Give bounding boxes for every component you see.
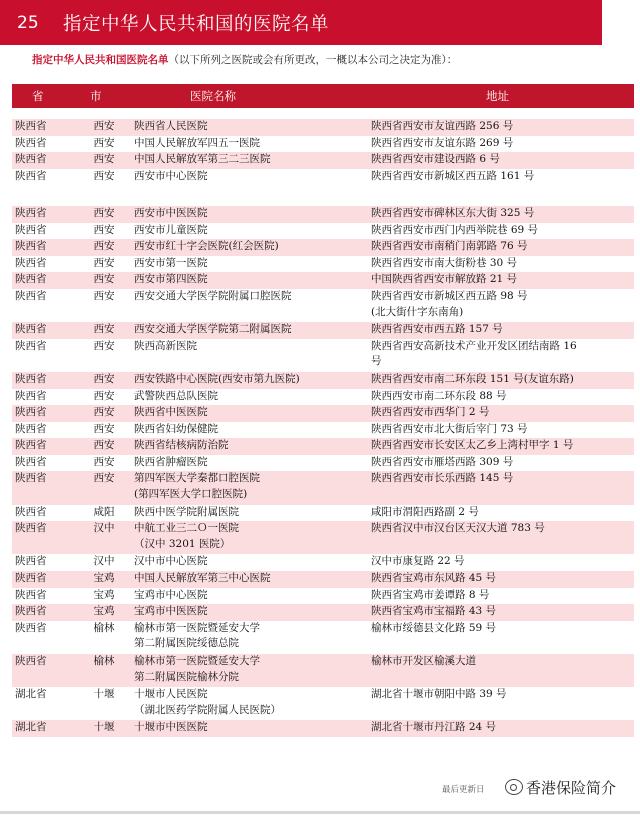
hospital-name-line: 中国人民解放军四五一医院	[134, 136, 260, 149]
address-line: 湖北省十堰市朝阳中路 39 号	[371, 688, 507, 701]
address-line: 陕西省西安市新城区西五路 161 号	[371, 169, 535, 182]
table-row	[12, 505, 634, 522]
hospital-name-line: 陕西省结核病防治院	[134, 439, 229, 452]
hospital-name-line: 十堰市人民医院	[134, 688, 208, 701]
table-row	[12, 621, 634, 654]
cell-province: 陕西省	[15, 372, 47, 385]
cell-city: 西安	[93, 256, 115, 269]
hospital-table	[12, 119, 634, 737]
cell-hospital	[134, 405, 208, 421]
cell-province: 陕西省	[15, 169, 47, 182]
table-row	[12, 256, 634, 273]
address-line: (北大街什字东南角)	[371, 305, 464, 318]
cell-province: 湖北省	[15, 721, 47, 734]
cell-hospital	[134, 256, 208, 272]
cell-address	[371, 272, 517, 288]
cell-city: 西安	[93, 240, 115, 253]
cell-city: 西安	[93, 372, 115, 385]
cell-city: 榆林	[93, 621, 115, 634]
hospital-name-line: 中航工业三二Ｏ一医院	[134, 522, 239, 535]
cell-province: 陕西省	[15, 389, 47, 402]
hospital-name-line: 榆林市第一医院暨延安大学	[134, 621, 260, 634]
address-line: 陕西省西安市友谊东路 269 号	[371, 136, 514, 149]
cell-address	[371, 588, 489, 604]
cell-city: 西安	[93, 206, 115, 219]
cell-address	[371, 339, 577, 370]
cell-hospital	[134, 119, 208, 135]
table-row	[12, 322, 634, 339]
table-row	[12, 119, 634, 136]
section-title: 指定中华人民共和国的医院名单	[63, 13, 330, 35]
intro-note: （以下所列之医院或会有所更改，一概以本公司之决定为准）：	[168, 54, 458, 66]
last-updated-label: 最后更新日	[442, 785, 485, 795]
cell-address	[371, 152, 500, 168]
cell-city: 西安	[93, 455, 115, 468]
address-line: 陕西省西安高新技术产业开发区团结南路 16	[371, 339, 577, 352]
address-line: 榆林市开发区榆溪大道	[371, 655, 476, 667]
hospital-name-line: （湖北医药学院附属人民医院）	[134, 703, 281, 716]
column-header-city: 市	[90, 89, 102, 103]
table-row	[12, 239, 634, 256]
cell-province: 陕西省	[15, 223, 47, 236]
column-header-province: 省	[32, 89, 44, 103]
hospital-name-line: 中国人民解放军第三二三医院	[134, 153, 271, 166]
table-row	[12, 438, 634, 455]
section-number: 25	[17, 12, 39, 33]
hospital-name-line: 西安交通大学医学院附属口腔医院	[134, 289, 292, 302]
address-line: 陕西省西安市碑林区东大街 325 号	[371, 206, 535, 219]
cell-hospital	[134, 471, 260, 502]
cell-province: 陕西省	[15, 439, 47, 452]
cell-city: 西安	[93, 289, 115, 302]
cell-hospital	[134, 521, 239, 552]
cell-hospital	[134, 389, 218, 405]
cell-address	[371, 521, 545, 537]
address-line: 号	[371, 355, 382, 368]
cell-address	[371, 455, 513, 471]
cell-province: 陕西省	[15, 605, 47, 618]
cell-hospital	[134, 588, 208, 604]
cell-hospital	[134, 289, 292, 305]
cell-address	[371, 604, 496, 620]
cell-city: 汉中	[93, 522, 115, 535]
address-line: 陕西省西安市长乐西路 145 号	[371, 472, 514, 485]
table-row	[12, 654, 634, 687]
address-line: 陕西省西安市西门内西举院巷 69 号	[371, 223, 539, 236]
hospital-name-line: 陕西中医学院附属医院	[134, 505, 239, 518]
table-row	[12, 206, 634, 223]
address-line: 陕西省宝鸡市东风路 45 号	[371, 572, 497, 585]
cell-city: 十堰	[93, 688, 115, 701]
wechat-icon	[505, 779, 523, 795]
cell-hospital	[134, 169, 208, 185]
cell-address	[371, 720, 496, 736]
column-header-hospital: 医院名称	[190, 89, 236, 103]
cell-address	[371, 206, 534, 222]
cell-province: 陕西省	[15, 323, 47, 336]
cell-address	[371, 289, 528, 320]
cell-hospital	[134, 720, 208, 736]
table-row	[12, 152, 634, 169]
hospital-name-line: 陕西高新医院	[134, 339, 197, 352]
cell-city: 十堰	[93, 721, 115, 734]
intro-text	[32, 52, 632, 70]
cell-address	[371, 119, 513, 135]
cell-city: 西安	[93, 223, 115, 236]
cell-city: 榆林	[93, 655, 115, 667]
table-row	[12, 372, 634, 389]
cell-city: 西安	[93, 169, 115, 182]
cell-hospital	[134, 322, 292, 338]
address-line: 陕西西安市南二环东段 88 号	[371, 389, 507, 402]
table-row	[12, 455, 634, 472]
table-row	[12, 405, 634, 422]
table-row	[12, 389, 634, 406]
bottom-divider	[0, 811, 640, 814]
cell-hospital	[134, 152, 271, 168]
cell-address	[371, 438, 573, 454]
table-row	[12, 339, 634, 372]
table-row	[12, 422, 634, 439]
address-line: 陕西省西安市南二环东段 151 号(友谊东路)	[371, 372, 574, 385]
cell-address	[371, 471, 513, 487]
cell-hospital	[134, 455, 208, 471]
hospital-name-line: 西安市第一医院	[134, 256, 208, 269]
cell-province: 陕西省	[15, 522, 47, 535]
cell-city: 咸阳	[93, 505, 115, 518]
cell-address	[371, 621, 496, 637]
cell-hospital	[134, 571, 271, 587]
address-line: 陕西省宝鸡市宝福路 43 号	[371, 605, 497, 618]
cell-province: 陕西省	[15, 472, 47, 485]
address-line: 陕西省西安市建设西路 6 号	[371, 153, 500, 166]
cell-address	[371, 654, 476, 670]
hospital-name-line: 西安市中心医院	[134, 169, 208, 182]
cell-hospital	[134, 239, 279, 255]
hospital-name-line: 西安市第四医院	[134, 273, 208, 286]
hospital-name-line: 西安交通大学医学院第二附属医院	[134, 323, 292, 336]
cell-province: 陕西省	[15, 273, 47, 286]
hospital-name-line: 陕西省妇幼保健院	[134, 422, 218, 435]
cell-province: 陕西省	[15, 422, 47, 435]
hospital-name-line: 西安市中医医院	[134, 206, 208, 219]
hospital-name-line: 第二附属医院榆林分院	[134, 670, 239, 683]
address-line: 陕西省西安市北大街后宰门 73 号	[371, 422, 528, 435]
hospital-name-line: 陕西省人民医院	[134, 120, 208, 132]
address-line: 陕西省汉中市汉台区天汉大道 783 号	[371, 522, 545, 535]
intro-highlight: 指定中华人民共和国医院名单	[32, 54, 169, 66]
hospital-name-line: 陕西省肿瘤医院	[134, 455, 208, 468]
cell-hospital	[134, 272, 208, 288]
address-line: 陕西省西安市西五路 157 号	[371, 323, 503, 336]
cell-hospital	[134, 687, 281, 718]
hospital-name-line: 武警陕西总队医院	[134, 389, 218, 402]
cell-address	[371, 405, 489, 421]
cell-hospital	[134, 654, 260, 685]
table-row	[12, 136, 634, 153]
table-row	[12, 223, 634, 240]
hospital-name-line: 十堰市中医医院	[134, 721, 208, 734]
cell-city: 宝鸡	[93, 572, 115, 585]
hospital-name-line: 第四军医大学秦都口腔医院	[134, 472, 260, 485]
cell-province: 陕西省	[15, 588, 47, 601]
cell-province: 湖北省	[15, 688, 47, 701]
cell-province: 陕西省	[15, 136, 47, 149]
cell-province: 陕西省	[15, 339, 47, 352]
table-row	[12, 471, 634, 504]
address-line: 陕西省西安市新城区西五路 98 号	[371, 289, 528, 302]
cell-city: 西安	[93, 422, 115, 435]
cell-city: 西安	[93, 406, 115, 419]
address-line: 陕西省西安市友谊西路 256 号	[371, 120, 514, 132]
hospital-name-line: （汉中 3201 医院）	[134, 537, 231, 550]
hospital-name-line: 宝鸡市中心医院	[134, 588, 208, 601]
cell-province: 陕西省	[15, 120, 47, 132]
address-line: 陕西省西安市长安区太乙乡上湾村甲字 1 号	[371, 439, 574, 452]
cell-province: 陕西省	[15, 240, 47, 253]
cell-address	[371, 554, 465, 570]
cell-hospital	[134, 554, 208, 570]
table-row	[12, 554, 634, 571]
cell-address	[371, 505, 479, 521]
cell-address	[371, 239, 528, 255]
cell-city: 西安	[93, 323, 115, 336]
cell-address	[371, 571, 496, 587]
address-line: 榆林市绥德县文化路 59 号	[371, 621, 497, 634]
cell-province: 陕西省	[15, 621, 47, 634]
cell-hospital	[134, 505, 239, 521]
address-line: 陕西省西安市南稍门南郭路 76 号	[371, 240, 528, 253]
cell-province: 陕西省	[15, 289, 47, 302]
section-header-band	[0, 0, 602, 45]
cell-address	[371, 687, 507, 703]
cell-province: 陕西省	[15, 505, 47, 518]
cell-city: 西安	[93, 153, 115, 166]
table-row	[12, 588, 634, 605]
address-line: 陕西省西安市雁塔西路 309 号	[371, 455, 514, 468]
address-line: 陕西省西安市南大街粉巷 30 号	[371, 256, 518, 269]
cell-hospital	[134, 604, 208, 620]
cell-address	[371, 169, 534, 185]
address-line: 陕西省宝鸡市姜谭路 8 号	[371, 588, 490, 601]
cell-address	[371, 372, 574, 388]
cell-address	[371, 322, 503, 338]
table-row	[12, 687, 634, 720]
column-header-address: 地址	[486, 89, 509, 103]
hospital-name-line: 第二附属医院绥德总院	[134, 637, 239, 650]
cell-address	[371, 422, 528, 438]
cell-address	[371, 256, 517, 272]
table-row	[12, 720, 634, 737]
hospital-name-line: 西安市红十字会医院(红会医院)	[134, 240, 279, 253]
cell-province: 陕西省	[15, 572, 47, 585]
cell-address	[371, 136, 513, 152]
address-line: 咸阳市渭阳西路副 2 号	[371, 505, 479, 518]
cell-city: 汉中	[93, 555, 115, 568]
cell-city: 西安	[93, 439, 115, 452]
cell-city: 西安	[93, 273, 115, 286]
cell-city: 宝鸡	[93, 605, 115, 618]
hospital-name-line: 西安市儿童医院	[134, 223, 208, 236]
hospital-name-line: (第四军医大学口腔医院)	[134, 488, 248, 501]
table-header	[12, 84, 634, 108]
cell-city: 西安	[93, 120, 115, 132]
hospital-name-line: 榆林市第一医院暨延安大学	[134, 655, 260, 667]
table-row	[12, 169, 634, 206]
address-line: 中国陕西省西安市解放路 21 号	[371, 273, 518, 286]
cell-city: 西安	[93, 389, 115, 402]
cell-province: 陕西省	[15, 153, 47, 166]
cell-province: 陕西省	[15, 455, 47, 468]
cell-address	[371, 389, 507, 405]
cell-hospital	[134, 422, 218, 438]
table-row	[12, 272, 634, 289]
address-line: 陕西省西安市西华门 2 号	[371, 406, 490, 419]
cell-city: 西安	[93, 472, 115, 485]
cell-address	[371, 223, 538, 239]
table-row	[12, 604, 634, 621]
address-line: 汉中市康复路 22 号	[371, 555, 465, 568]
cell-hospital	[134, 136, 260, 152]
cell-hospital	[134, 339, 197, 355]
hospital-name-line: 陕西省中医医院	[134, 406, 208, 419]
hospital-name-line: 西安铁路中心医院(西安市第九医院)	[134, 372, 300, 385]
table-row	[12, 521, 634, 554]
cell-city: 西安	[93, 136, 115, 149]
cell-province: 陕西省	[15, 256, 47, 269]
cell-province: 陕西省	[15, 655, 47, 667]
watermark-text: 香港保险简介	[526, 779, 617, 797]
cell-province: 陕西省	[15, 555, 47, 568]
table-row	[12, 289, 634, 322]
hospital-name-line: 汉中市中心医院	[134, 555, 208, 568]
cell-city: 宝鸡	[93, 588, 115, 601]
cell-hospital	[134, 206, 208, 222]
table-row	[12, 571, 634, 588]
hospital-name-line: 宝鸡市中医医院	[134, 605, 208, 618]
cell-hospital	[134, 372, 300, 388]
cell-city: 西安	[93, 339, 115, 352]
cell-hospital	[134, 438, 229, 454]
cell-hospital	[134, 223, 208, 239]
cell-hospital	[134, 621, 260, 652]
hospital-name-line: 中国人民解放军第三中心医院	[134, 572, 271, 585]
cell-province: 陕西省	[15, 206, 47, 219]
cell-province: 陕西省	[15, 406, 47, 419]
address-line: 湖北省十堰市丹江路 24 号	[371, 721, 497, 734]
last-updated	[442, 783, 485, 795]
